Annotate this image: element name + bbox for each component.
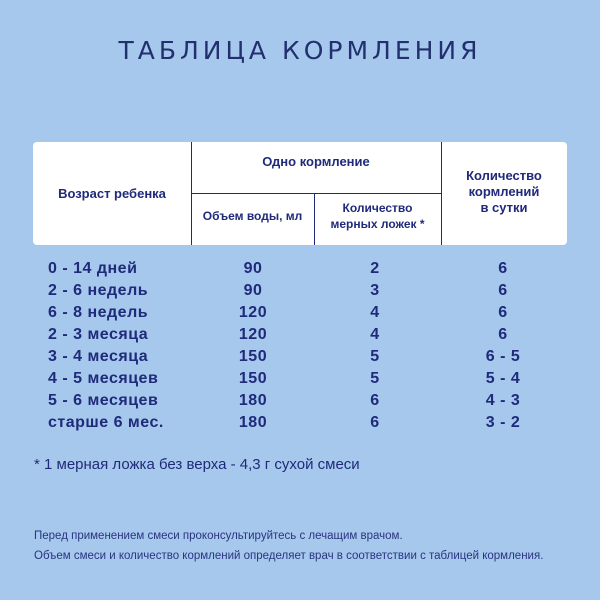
page-title: ТАБЛИЦА КОРМЛЕНИЯ xyxy=(118,36,482,65)
header-spoons-line2: мерных ложек * xyxy=(330,217,425,231)
note-doctor: Объем смеси и количество кормлений определяет врач в соответствии с таблицей кормления. xyxy=(34,550,544,562)
cell-spoons: 4 xyxy=(370,326,380,343)
cell-count: 5 - 4 xyxy=(485,370,521,387)
header-count xyxy=(441,168,567,216)
cell-water: 150 xyxy=(238,348,268,365)
cell-water: 90 xyxy=(243,282,263,299)
cell-count: 6 xyxy=(498,326,508,343)
table-row xyxy=(33,302,567,324)
cell-water: 180 xyxy=(238,414,268,431)
cell-water: 120 xyxy=(238,304,268,321)
header-water-volume: Объем воды, мл xyxy=(202,209,303,223)
note-consult: Перед применением смеси проконсультируйтесь с лечащим врачом. xyxy=(34,530,403,542)
cell-spoons: 6 xyxy=(370,414,380,431)
cell-count: 6 - 5 xyxy=(485,348,521,365)
cell-spoons: 6 xyxy=(370,392,380,409)
table-row xyxy=(33,346,567,368)
table-row xyxy=(33,258,567,280)
header-single-feeding: Одно кормление xyxy=(262,154,370,169)
cell-water: 150 xyxy=(238,370,268,387)
cell-count: 6 xyxy=(498,260,508,277)
table-row xyxy=(33,390,567,412)
header-count-line3: в сутки xyxy=(480,200,528,215)
cell-spoons: 3 xyxy=(370,282,380,299)
header-divider xyxy=(191,193,441,194)
cell-spoons: 2 xyxy=(370,260,380,277)
cell-age: старше 6 мес. xyxy=(48,414,164,431)
cell-age: 4 - 5 месяцев xyxy=(48,370,159,387)
footnote: * 1 мерная ложка без верха - 4,3 г сухой смеси xyxy=(34,456,360,473)
cell-water: 90 xyxy=(243,260,263,277)
table-row xyxy=(33,368,567,390)
cell-age: 2 - 3 месяца xyxy=(48,326,149,343)
cell-age: 5 - 6 месяцев xyxy=(48,392,159,409)
cell-age: 0 - 14 дней xyxy=(48,260,138,277)
table-body xyxy=(33,258,567,434)
cell-age: 6 - 8 недель xyxy=(48,304,149,321)
cell-count: 4 - 3 xyxy=(485,392,521,409)
cell-age: 2 - 6 недель xyxy=(48,282,149,299)
header-spoons-line1: Количество xyxy=(342,201,413,215)
header-age: Возраст ребенка xyxy=(58,186,166,201)
header-count-line2: кормлений xyxy=(468,184,540,199)
cell-count: 3 - 2 xyxy=(485,414,521,431)
table-row xyxy=(33,324,567,346)
cell-count: 6 xyxy=(498,304,508,321)
table-row xyxy=(33,412,567,434)
cell-spoons: 5 xyxy=(370,348,380,365)
header-spoons xyxy=(314,200,441,232)
table-row xyxy=(33,280,567,302)
cell-count: 6 xyxy=(498,282,508,299)
table-header xyxy=(33,142,567,245)
cell-spoons: 5 xyxy=(370,370,380,387)
header-count-line1: Количество xyxy=(466,168,542,183)
cell-water: 180 xyxy=(238,392,268,409)
cell-water: 120 xyxy=(238,326,268,343)
cell-age: 3 - 4 месяца xyxy=(48,348,149,365)
cell-spoons: 4 xyxy=(370,304,380,321)
